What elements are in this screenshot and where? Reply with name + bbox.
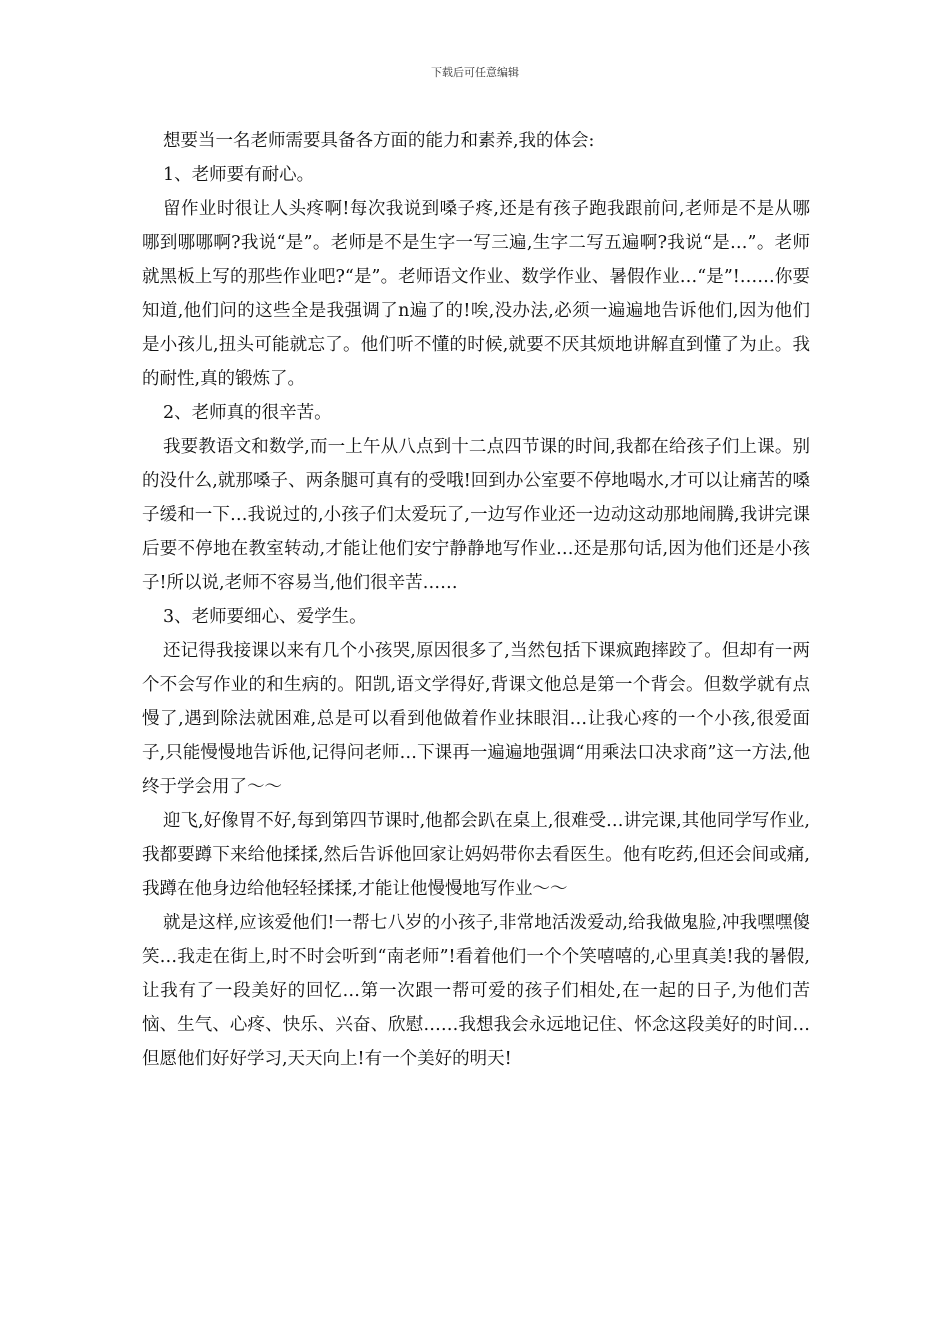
body-paragraph: 留作业时很让人头疼啊!每次我说到嗓子疼,还是有孩子跑我跟前问,老师是不是从哪哪到哪哪啊?我说“是”。老师是不是生字一写三遍,生字二写五遍啊?我说“是…”。老师就黑板上写的那些作业吧?“是”。老师语文作业、数学作业、暑假作业…“是”!……你要知道,他们问的这些全是我强调了n遍了的!唉,没办法,必须一遍遍地告诉他们,因为他们是小孩儿,扭头可能就忘了。他们听不懂的时候,就要不厌其烦地讲解直到懂了为止。我的耐性,真的锻炼了。 bbox=[142, 199, 810, 389]
page-header: 下载后可任意编辑 bbox=[431, 66, 519, 79]
body-paragraph: 就是这样,应该爱他们!一帮七八岁的小孩子,非常地活泼爱动,给我做鬼脸,冲我嘿嘿傻笑…我走在街上,时不时会听到“南老师”!看着他们一个个笑嘻嘻的,心里真美!我的暑假,让我有了一段美好的回忆…第一次跟一帮可爱的孩子们相处,在一起的日子,为他们苦恼、生气、心疼、快乐、兴奋、欣慰……我想我会永远地记住、怀念这段美好的时间…但愿他们好好学习,天天向上!有一个美好的明天! bbox=[142, 913, 810, 1069]
body-paragraph: 我要教语文和数学,而一上午从八点到十二点四节课的时间,我都在给孩子们上课。别的没什么,就那嗓子、两条腿可真有的受哦!回到办公室要不停地喝水,才可以让痛苦的嗓子缓和一下…我说过的,小孩子们太爱玩了,一边写作业还一边动这动那地闹腾,我讲完课后要不停地在教室转动,才能让他们安宁静静地写作业…还是那句话,因为他们还是小孩子!所以说,老师不容易当,他们很辛苦…… bbox=[142, 437, 810, 593]
document-body bbox=[142, 124, 810, 1076]
body-paragraph: 还记得我接课以来有几个小孩哭,原因很多了,当然包括下课疯跑摔跤了。但却有一两个不会写作业的和生病的。阳凯,语文学得好,背课文他总是第一个背会。但数学就有点慢了,遇到除法就困难,总是可以看到他做着作业抹眼泪…让我心疼的一个小孩,很爱面子,只能慢慢地告诉他,记得问老师…下课再一遍遍地强调“用乘法口决求商”这一方法,他终于学会用了～～ bbox=[142, 641, 810, 797]
section-heading-3: 3、老师要细心、爱学生。 bbox=[163, 607, 367, 627]
section-heading-2: 2、老师真的很辛苦。 bbox=[163, 403, 332, 423]
intro-paragraph: 想要当一名老师需要具备各方面的能力和素养,我的体会: bbox=[163, 131, 595, 151]
body-paragraph: 迎飞,好像胃不好,每到第四节课时,他都会趴在桌上,很难受…讲完课,其他同学写作业,我都要蹲下来给他揉揉,然后告诉他回家让妈妈带你去看医生。他有吃药,但还会间或痛,我蹲在他身边给他轻轻揉揉,才能让他慢慢地写作业～～ bbox=[142, 811, 810, 899]
section-heading-1: 1、老师要有耐心。 bbox=[163, 165, 315, 185]
